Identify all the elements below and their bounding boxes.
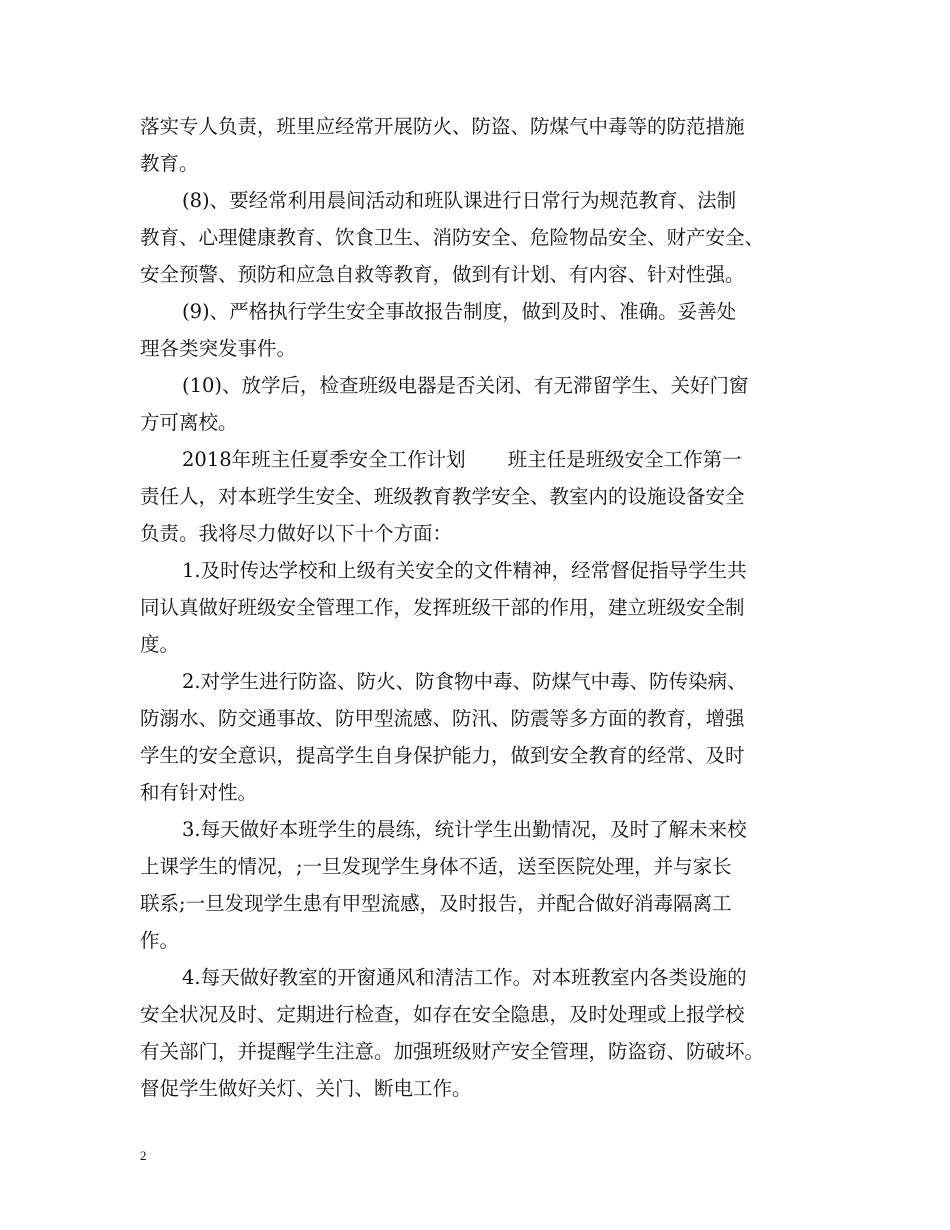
text-line: (9)、严格执行学生安全事故报告制度，做到及时、准确。妥善处 <box>182 300 737 323</box>
text-line: 教育。 <box>140 152 199 175</box>
body-text <box>140 108 820 1107</box>
text-line: 2.对学生进行防盗、防火、防食物中毒、防煤气中毒、防传染病、 <box>182 670 747 693</box>
text-line: 同认真做好班级安全管理工作，发挥班级干部的作用，建立班级安全制 <box>140 596 745 619</box>
section-heading: 2018年班主任夏季安全工作计划 <box>182 448 466 471</box>
text-line: 3.每天做好本班学生的晨练，统计学生出勤情况，及时了解未来校 <box>182 818 747 841</box>
text-line: 落实专人负责，班里应经常开展防火、防盗、防煤气中毒等的防范措施 <box>140 115 745 138</box>
text-line: 安全状况及时、定期进行检查，如存在安全隐患，及时处理或上报学校 <box>140 1003 745 1026</box>
text-line: 有关部门，并提醒学生注意。加强班级财产安全管理，防盗窃、防破坏。 <box>140 1040 765 1063</box>
text-line: 方可离校。 <box>140 411 238 434</box>
text-line: 理各类突发事件。 <box>140 337 297 360</box>
text-line: (10)、放学后，检查班级电器是否关闭、有无滞留学生、关好门窗 <box>182 374 749 397</box>
text-segment: 班主任是班级安全工作第一 <box>507 448 742 471</box>
text-line: 联系;一旦发现学生患有甲型流感，及时报告，并配合做好消毒隔离工 <box>140 892 732 915</box>
text-line: 教育、心理健康教育、饮食卫生、消防安全、危险物品安全、财产安全、 <box>140 226 765 249</box>
text-line: 负责。我将尽力做好以下十个方面： <box>140 522 453 545</box>
text-line: 安全预警、预防和应急自救等教育，做到有计划、有内容、针对性强。 <box>140 263 745 286</box>
text-line: 4.每天做好教室的开窗通风和清洁工作。对本班教室内各类设施的 <box>182 966 747 989</box>
text-line: 督促学生做好关灯、关门、断电工作。 <box>140 1077 472 1100</box>
text-line: 度。 <box>140 633 180 656</box>
text-line: 作。 <box>140 929 180 952</box>
text-line: 防溺水、防交通事故、防甲型流感、防汛、防震等多方面的教育，增强 <box>140 707 745 730</box>
text-line: (8)、要经常利用晨间活动和班队课进行日常行为规范教育、法制 <box>182 189 737 212</box>
text-line: 和有针对性。 <box>140 781 258 804</box>
text-line: 学生的安全意识，提高学生自身保护能力，做到安全教育的经常、及时 <box>140 744 745 767</box>
text-line: 1.及时传达学校和上级有关安全的文件精神，经常督促指导学生共 <box>182 559 747 582</box>
text-line: 上课学生的情况，;一旦发现学生身体不适，送至医院处理，并与家长 <box>140 855 732 878</box>
text-line: 责任人，对本班学生安全、班级教育教学安全、教室内的设施设备安全 <box>140 485 745 508</box>
text-line-with-heading <box>140 441 820 478</box>
page-number: 2 <box>140 1148 147 1163</box>
